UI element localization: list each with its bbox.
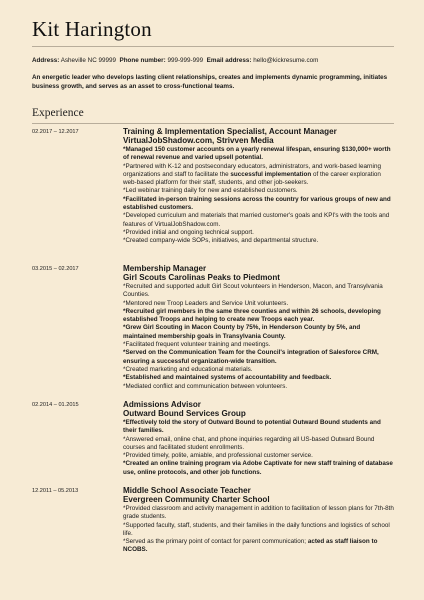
job-title: Admissions Advisor bbox=[123, 400, 201, 409]
job-bullet: *Effectively told the story of Outward Bound to potential Outward Bound students and their families. bbox=[123, 419, 381, 435]
job-bullet: *Mediated conflict and communication between volunteers. bbox=[123, 382, 288, 390]
job-bullet: *Created marketing and educational materials. bbox=[123, 365, 253, 373]
job-bullet: *Supported faculty, staff, students, and their families in the daily functions and logistics of school life. bbox=[123, 521, 390, 537]
job-bullet: *Provided initial and ongoing technical support. bbox=[123, 228, 254, 236]
experience-divider bbox=[32, 123, 394, 124]
contact-line bbox=[32, 57, 318, 64]
job-bullet: *Served on the Communication Team for the Council's integration of Salesforce CRM, ensuring a successful organization-wide transition. bbox=[123, 349, 379, 365]
job-bullet: *Partnered with K-12 and postsecondary educators, administrators, and work-based learning organizations and staff to facilitate the successful implementation of the career exploration web-based platform for their staff, students, and other job-seekers. bbox=[123, 162, 381, 187]
job-bullet: *Managed 150 customer accounts on a yearly renewal lifespan, ensuring $130,000+ worth of renewal revenue and varied upsell potential. bbox=[123, 146, 391, 162]
job-body bbox=[123, 264, 394, 391]
address-value: Asheville NC 99999 bbox=[60, 57, 117, 64]
job-bullet: *Answered email, online chat, and phone inquiries regarding all US-based Outward Bound courses and facilitated student enrollments. bbox=[123, 435, 375, 451]
job-bullet: *Created an online training program via Adobe Captivate for new staff training of database use, online protocols, and other job functions. bbox=[123, 460, 393, 476]
job-bullet: *Recruited girl members in the same three counties and within 26 schools, developing established Troops and helping to create new Troops each year. bbox=[123, 307, 381, 324]
job-title: Middle School Associate Teacher bbox=[123, 486, 251, 495]
summary-text: An energetic leader who develops lasting client relationships, creates and implements dynamic programming, initiates business growth, and serves as an asset to cross-functional teams. bbox=[32, 74, 388, 90]
job-date: 02.2017 – 12.2017 bbox=[32, 129, 79, 135]
job-bullet: *Provided classroom and activity management in addition to facilitation of lesson plans for 7th-8th grade students. bbox=[123, 505, 394, 521]
job-bullet: *Developed curriculum and materials that married customer's goals and KPI's with the tools and features of VirtualJobShadow.com. bbox=[123, 212, 390, 228]
job-bullet: *Created company-wide SOPs, initiatives, and departmental structure. bbox=[123, 237, 319, 245]
phone-label: Phone number: bbox=[119, 57, 166, 64]
candidate-name: Kit Harington bbox=[32, 17, 152, 41]
phone-value: 999-999-999 bbox=[167, 57, 204, 64]
job-bullet: *Led webinar training daily for new and established customers. bbox=[123, 187, 298, 195]
job-bullet: *Recruited and supported adult Girl Scout volunteers in Henderson, Macon, and Transylvania Counties. bbox=[123, 283, 383, 299]
email-value[interactable]: hello@kickresume.com bbox=[253, 57, 319, 64]
job-date: 02.2014 – 01.2015 bbox=[32, 402, 79, 408]
job-bullet: *Facilitated in-person training sessions across the country for various groups of new and established customers. bbox=[123, 195, 391, 212]
address-label: Address: bbox=[32, 57, 60, 64]
job-date: 03.2015 – 02.2017 bbox=[32, 266, 79, 272]
header-divider bbox=[32, 46, 394, 47]
job-bullet: *Established and maintained systems of accountability and feedback. bbox=[123, 374, 332, 382]
job-date: 12.2011 – 05.2013 bbox=[32, 488, 79, 494]
job-title: Membership Manager bbox=[123, 264, 207, 273]
job-title: Training & Implementation Specialist, Account Manager bbox=[123, 127, 337, 136]
job-body bbox=[123, 400, 394, 477]
job-company: VirtualJobShadow.com, Strivven Media bbox=[123, 136, 274, 145]
job-body bbox=[123, 486, 394, 555]
job-bullet: *Facilitated frequent volunteer training and meetings. bbox=[123, 341, 271, 349]
job-bullet: *Provided timely, polite, amiable, and professional customer service. bbox=[123, 452, 313, 460]
job-bullet: *Grew Girl Scouting in Macon County by 75%, in Henderson County by 5%, and maintained membership goals in Transylvania County. bbox=[123, 324, 361, 340]
job-company: Girl Scouts Carolinas Peaks to Piedmont bbox=[123, 273, 280, 282]
job-company: Evergreen Community Charter School bbox=[123, 495, 270, 504]
job-bullet: *Served as the primary point of contact for parent communication; acted as staff liaison to NCOBS. bbox=[123, 538, 378, 554]
job-body bbox=[123, 127, 394, 246]
experience-section-title: Experience bbox=[32, 107, 84, 119]
job-bullet: *Mentored new Troop Leaders and Service Unit volunteers. bbox=[123, 299, 289, 307]
email-label: Email address: bbox=[206, 57, 252, 64]
job-company: Outward Bound Services Group bbox=[123, 409, 246, 418]
